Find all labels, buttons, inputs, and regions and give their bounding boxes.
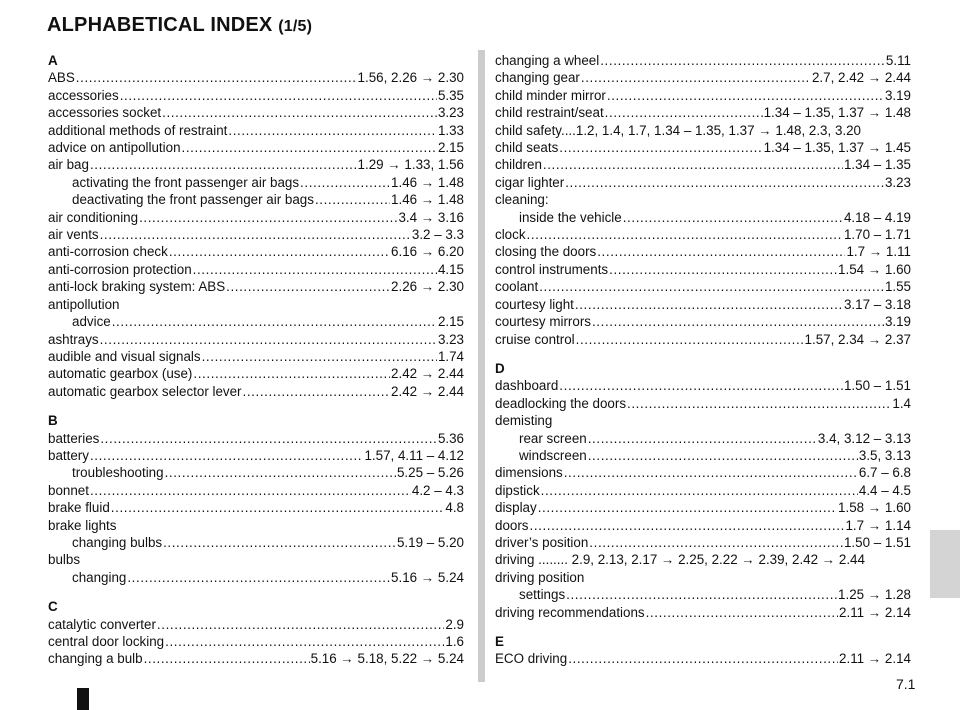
entry-page-ref: 3.4 → 3.16 [398, 209, 464, 225]
entry-page-ref: 4.4 – 4.5 [858, 482, 911, 498]
entry-name: changing a bulb [48, 651, 143, 667]
entry-name: inside the vehicle [519, 209, 622, 225]
dot-leader [144, 650, 310, 667]
index-entry [495, 139, 911, 156]
index-subentry [495, 447, 911, 464]
entry-page-ref: 1.70 – 1.71 [843, 227, 911, 243]
entry-page-ref: 1.34 – 1.35, 1.37 → 1.45 [763, 140, 911, 156]
dot-leader [100, 331, 437, 348]
dot-leader [575, 296, 843, 313]
entry-page-ref: 2.26 → 2.30 [391, 279, 464, 295]
dot-leader [163, 534, 396, 551]
dot-leader [162, 104, 437, 121]
entry-page-ref: 1.7 → 1.14 [845, 517, 911, 533]
entry-page-ref: 2.15 [437, 140, 464, 156]
dot-leader [120, 87, 437, 104]
entry-page-ref: 3.2 – 3.3 [411, 227, 464, 243]
entry-name: children [495, 157, 542, 173]
entry-page-ref: 1.29 → 1.33, 1.56 [357, 157, 464, 173]
dot-leader [202, 348, 437, 365]
entry-page-ref: 4.2 – 4.3 [411, 482, 464, 498]
page-title [47, 14, 312, 37]
column-divider [478, 50, 485, 682]
index-letter-heading: A [48, 53, 58, 68]
entry-name: clock [495, 227, 526, 243]
entry-page-ref: 1.58 → 1.60 [838, 500, 911, 516]
entry-name: automatic gearbox (use) [48, 366, 193, 382]
index-subentry [48, 464, 464, 481]
entry-page-ref: 6.16 → 6.20 [391, 244, 464, 260]
dot-leader [182, 139, 437, 156]
entry-page-ref: 2.42 → 2.44 [391, 366, 464, 382]
entry-name: anti-lock braking system: ABS [48, 279, 226, 295]
entry-page-ref: 2.11 → 2.14 [839, 604, 911, 620]
index-entry [48, 156, 464, 173]
entry-name: child restraint/seat [495, 105, 604, 121]
entry-name: battery [48, 447, 89, 463]
entry-page-ref: 3.23 [437, 105, 464, 121]
entry-name: air vents [48, 227, 99, 243]
entry-name: ABS [48, 70, 75, 86]
dot-leader [568, 650, 838, 667]
dot-leader [566, 586, 837, 603]
dot-leader [609, 261, 837, 278]
dot-leader [588, 447, 858, 464]
entry-name: ECO driving [495, 651, 568, 667]
entry-name: child minder mirror [495, 87, 606, 103]
index-entry [48, 499, 464, 516]
index-subentry [48, 534, 464, 551]
dot-leader [157, 616, 444, 633]
entry-page-ref: 3.4, 3.12 – 3.13 [817, 430, 911, 446]
index-entry [48, 87, 464, 104]
entry-name: dashboard [495, 378, 559, 394]
index-entry [495, 313, 911, 330]
index-letter-heading: C [48, 599, 58, 615]
entry-page-ref: 1.55 [884, 279, 911, 295]
index-group-heading: cleaning: [495, 192, 549, 208]
dot-leader [607, 87, 884, 104]
entry-name: rear screen [519, 430, 587, 446]
entry-name: advice [72, 314, 111, 330]
index-group-heading: driving position [495, 569, 585, 585]
index-group-heading: brake lights [48, 517, 117, 533]
dot-leader [315, 191, 390, 208]
index-entry [495, 52, 911, 69]
entry-page-ref: 2.7, 2.42 → 2.44 [811, 70, 911, 86]
index-entry [48, 243, 464, 260]
index-subentry [495, 586, 911, 603]
dot-leader [576, 331, 804, 348]
index-entry [495, 174, 911, 191]
entry-page-ref: 1.34 – 1.35 [843, 157, 911, 173]
index-entry [48, 226, 464, 243]
dot-leader [592, 313, 884, 330]
entry-page-ref: 5.36 [437, 430, 464, 446]
dot-leader [589, 534, 843, 551]
entry-name: batteries [48, 430, 100, 446]
entry-name: advice on antipollution [48, 140, 181, 156]
index-entry [495, 243, 911, 260]
entry-name: cigar lighter [495, 174, 565, 190]
entry-name: changing a wheel [495, 53, 600, 68]
index-entry [495, 226, 911, 243]
index-entry [48, 331, 464, 348]
index-entry [495, 464, 911, 481]
index-group-heading: antipollution [48, 296, 120, 312]
page-indicator: (1/5) [278, 18, 313, 35]
dot-leader [527, 226, 843, 243]
index-entry [495, 156, 911, 173]
entry-name: bonnet [48, 482, 89, 498]
entry-page-ref: 1.4 [892, 395, 911, 411]
dot-leader [600, 52, 885, 69]
entry-name: activating the front passenger air bags [72, 174, 300, 190]
index-entry [48, 261, 464, 278]
index-entry [495, 499, 911, 516]
entry-name: doors [495, 517, 529, 533]
entry-name: accessories socket [48, 105, 162, 121]
index-entry [48, 430, 464, 447]
entry-name: courtesy light [495, 296, 574, 312]
entry-name: brake fluid [48, 500, 110, 516]
dot-leader [90, 156, 357, 173]
entry-name: accessories [48, 87, 119, 103]
entry-name: changing gear [495, 70, 580, 86]
dot-leader [541, 482, 858, 499]
index-entry [48, 650, 464, 667]
index-entry [48, 447, 464, 464]
index-letter-heading: B [48, 413, 58, 429]
index-entry [495, 377, 911, 394]
dot-leader [100, 430, 437, 447]
index-entry [495, 261, 911, 278]
index-entry [495, 87, 911, 104]
index-entry [48, 122, 464, 139]
entry-name: central door locking [48, 634, 165, 649]
entry-page-ref: 2.9 [445, 616, 464, 632]
entry-page-ref: 1.50 – 1.51 [843, 534, 911, 550]
index-column-left [48, 52, 464, 668]
index-entry [495, 395, 911, 412]
dot-leader [559, 139, 762, 156]
dot-leader [597, 243, 845, 260]
entry-page-ref: 1.74 [437, 348, 464, 364]
entry-name: driving recommendations [495, 604, 645, 620]
entry-name: driver’s position [495, 534, 589, 550]
entry-page-ref: 5.16 → 5.24 [391, 569, 464, 585]
index-entry [48, 69, 464, 86]
entry-page-ref: 4.18 – 4.19 [843, 209, 911, 225]
entry-page-ref: 5.11 [885, 53, 911, 68]
entry-page-ref: 1.34 – 1.35, 1.37 → 1.48 [763, 105, 911, 121]
index-entry [495, 517, 911, 534]
entry-page-ref: 2.42 → 2.44 [391, 383, 464, 399]
index-entry [48, 209, 464, 226]
entry-page-ref: 2.15 [437, 314, 464, 330]
entry-name: ashtrays [48, 331, 99, 347]
entry-name: deadlocking the doors [495, 395, 627, 411]
index-subentry [48, 191, 464, 208]
dot-leader [539, 278, 884, 295]
page-number: 7.1 [896, 676, 916, 692]
index-entry [48, 365, 464, 382]
index-entry [495, 104, 911, 121]
entry-name: audible and visual signals [48, 348, 201, 364]
entry-name: display [495, 500, 537, 516]
entry-name: additional methods of restraint [48, 122, 228, 138]
dot-leader [543, 156, 843, 173]
index-entry [495, 331, 911, 348]
dot-leader [193, 365, 390, 382]
dot-leader [627, 395, 891, 412]
entry-page-ref: 3.17 – 3.18 [843, 296, 911, 312]
dot-leader [605, 104, 763, 121]
entry-page-ref: 1.57, 2.34 → 2.37 [804, 331, 911, 347]
index-entry [495, 296, 911, 313]
entry-page-ref: 2.11 → 2.14 [839, 651, 911, 667]
dot-leader [646, 604, 838, 621]
entry-page-ref: 3.19 [884, 87, 911, 103]
dot-leader [226, 278, 390, 295]
dot-leader [300, 174, 390, 191]
entry-page-ref: 1.46 → 1.48 [391, 192, 464, 208]
entry-name: windscreen [519, 447, 587, 463]
entry-name: child seats [495, 140, 559, 156]
dot-leader [581, 69, 811, 86]
index-column-right [495, 52, 911, 668]
bottom-marker [77, 688, 89, 710]
dot-leader [112, 313, 437, 330]
page-title-text: ALPHABETICAL INDEX [47, 14, 273, 36]
dot-leader [243, 383, 391, 400]
index-entry [495, 278, 911, 295]
entry-name: troubleshooting [72, 465, 164, 481]
dot-leader [228, 122, 437, 139]
entry-name: changing bulbs [72, 534, 163, 550]
index-entry [48, 633, 464, 650]
dot-leader [165, 633, 444, 650]
entry-page-ref: 3.5, 3.13 [858, 447, 911, 463]
index-letter-heading: D [495, 360, 505, 376]
dot-leader [127, 569, 390, 586]
index-entry [48, 383, 464, 400]
dot-leader [538, 499, 837, 516]
index-subentry [495, 209, 911, 226]
entry-page-ref: 3.19 [884, 314, 911, 330]
entry-name: deactivating the front passenger air bags [72, 192, 314, 208]
entry-page-ref: 1.54 → 1.60 [838, 261, 911, 277]
index-subentry [495, 430, 911, 447]
index-entry [495, 69, 911, 86]
index-subentry [48, 313, 464, 330]
index-entry: child safety....1.2, 1.4, 1.7, 1.34 – 1.35, 1.37 → 1.48, 2.3, 3.20 [495, 122, 862, 138]
index-entry [495, 534, 911, 551]
entry-page-ref: 1.7 → 1.11 [846, 244, 911, 260]
index-entry [48, 139, 464, 156]
index-entry [48, 278, 464, 295]
entry-name: anti-corrosion protection [48, 261, 192, 277]
entry-page-ref: 4.8 [445, 500, 464, 516]
dot-leader [76, 69, 357, 86]
dot-leader [169, 243, 390, 260]
entry-name: catalytic converter [48, 616, 156, 632]
entry-name: air bag [48, 157, 89, 173]
entry-name: automatic gearbox selector lever [48, 383, 242, 399]
entry-page-ref: 5.16 → 5.18, 5.22 → 5.24 [310, 651, 464, 667]
dot-leader [111, 499, 445, 516]
index-entry [48, 482, 464, 499]
dot-leader [139, 209, 397, 226]
entry-name: coolant [495, 279, 539, 295]
entry-page-ref: 5.19 – 5.20 [396, 534, 464, 550]
dot-leader [564, 464, 858, 481]
index-entry [48, 348, 464, 365]
dot-leader [559, 377, 843, 394]
index-entry [495, 482, 911, 499]
entry-page-ref: 1.50 – 1.51 [843, 378, 911, 394]
entry-name: dipstick [495, 482, 540, 498]
index-group-heading: bulbs [48, 552, 81, 568]
entry-page-ref: 6.7 – 6.8 [858, 465, 911, 481]
entry-name: cruise control [495, 331, 575, 347]
dot-leader [530, 517, 845, 534]
index-entry [48, 104, 464, 121]
entry-name: closing the doors [495, 244, 597, 260]
dot-leader [193, 261, 437, 278]
entry-page-ref: 1.56, 2.26 → 2.30 [357, 70, 464, 86]
index-entry [495, 650, 911, 667]
index-letter-heading: E [495, 634, 504, 649]
index-subentry [48, 174, 464, 191]
dot-leader [565, 174, 884, 191]
entry-name: anti-corrosion check [48, 244, 168, 260]
entry-page-ref: 1.46 → 1.48 [391, 174, 464, 190]
dot-leader [100, 226, 411, 243]
entry-page-ref: 3.23 [884, 174, 911, 190]
index-entry [495, 604, 911, 621]
entry-page-ref: 1.33 [437, 122, 464, 138]
dot-leader [588, 430, 817, 447]
section-tab [930, 530, 960, 598]
index-group-heading: demisting [495, 413, 553, 429]
index-entry [48, 616, 464, 633]
entry-page-ref: 1.57, 4.11 – 4.12 [364, 447, 464, 463]
index-subentry [48, 569, 464, 586]
entry-page-ref: 1.6 [445, 634, 464, 649]
dot-leader [90, 447, 364, 464]
dot-leader [90, 482, 411, 499]
entry-name: courtesy mirrors [495, 314, 591, 330]
dot-leader [623, 209, 843, 226]
entry-name: control instruments [495, 261, 609, 277]
entry-name: air conditioning [48, 209, 139, 225]
entry-name: changing [72, 569, 127, 585]
entry-name: dimensions [495, 465, 563, 481]
entry-page-ref: 4.15 [437, 261, 464, 277]
entry-page-ref: 1.25 → 1.28 [838, 587, 911, 603]
entry-page-ref: 3.23 [437, 331, 464, 347]
entry-page-ref: 5.35 [437, 87, 464, 103]
entry-name: settings [519, 587, 566, 603]
dot-leader [165, 464, 396, 481]
index-entry: driving ........ 2.9, 2.13, 2.17 → 2.25, 2.22 → 2.39, 2.42 → 2.44 [495, 552, 865, 568]
entry-page-ref: 5.25 – 5.26 [396, 465, 464, 481]
